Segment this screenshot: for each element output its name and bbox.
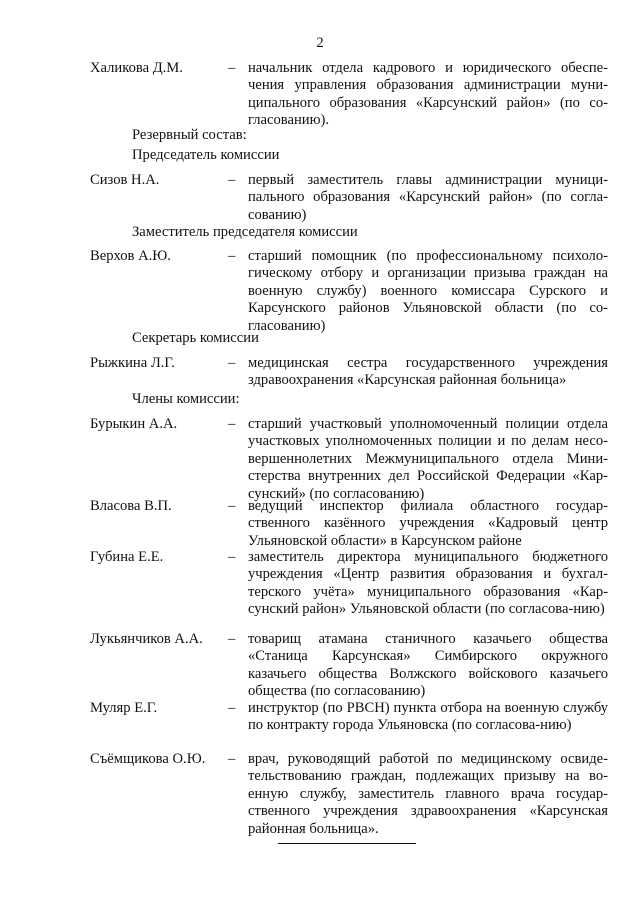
member-position: инструктор (по РВСН) пункта отбора на военную службу по контракту города Ульяновска (по согласова-нию) [248,700,608,734]
dash-separator: – [228,498,236,514]
closing-rule [278,843,416,844]
member-name: Муляр Е.Г. [90,700,158,716]
member-name: Рыжкина Л.Г. [90,355,175,371]
member-position: старший помощник (по профессиональному психоло-гическому отбору и организации призыва граждан на военную службу) военного комиссара Сурского и Карсунского районов Ульяновской области (по со-гласованию) [248,248,608,334]
member-position: ведущий инспектор филиала областного государ-ственного казённого учреждения «Кадровый центр Ульяновской области» в Карсунском районе [248,498,608,549]
member-name: Сизов Н.А. [90,172,160,188]
dash-separator: – [228,631,236,647]
member-name: Верхов А.Ю. [90,248,171,264]
dash-separator: – [228,549,236,565]
member-position: начальник отдела кадрового и юридического обеспе-чения управления образования администрации муни-ципального образования «Карсунский район» (по со-гласованию). [248,60,608,129]
page-number: 2 [316,35,324,51]
members-heading: Члены комиссии: [132,391,240,407]
member-position: медицинская сестра государственного учреждения здравоохранения «Карсунская районная больница» [248,355,608,389]
dash-separator: – [228,355,236,371]
member-position: заместитель директора муниципального бюджетного учреждения «Центр развития образования и бухгал-терского учёта» муниципального образования «Кар-сунский район» Ульяновской области (по согласова-нию) [248,549,608,618]
member-position: врач, руководящий работой по медицинскому освиде-тельствованию граждан, подлежащих призыву на во-енную службу, заместитель главного врача государ-ственного учреждения здравоохранения «Карсунская районная больница». [248,751,608,837]
member-name: Бурыкин А.А. [90,416,178,432]
member-position: первый заместитель главы администрации муници-пального образования «Карсунский район» (по согла-сованию) [248,172,608,223]
member-name: Халикова Д.М. [90,60,183,76]
reserve-heading: Резервный состав: [132,127,247,143]
member-name: Съёмщикова О.Ю. [90,751,206,767]
deputy-heading: Заместитель председателя комиссии [132,224,358,240]
dash-separator: – [228,751,236,767]
member-name: Лукьянчиков А.А. [90,631,203,647]
dash-separator: – [228,172,236,188]
member-name: Власова В.П. [90,498,172,514]
member-position: товарищ атамана станичного казачьего общества «Станица Карсунская» Симбирского окружного казачьего общества Волжского войскового казачьего общества (по согласованию) [248,631,608,700]
dash-separator: – [228,416,236,432]
dash-separator: – [228,700,236,716]
dash-separator: – [228,248,236,264]
member-position: старший участковый уполномоченный полиции отдела участковых уполномоченных полиции и по делам несо-вершеннолетних Межмуниципального отдела Мини-стерства внутренних дел Российской Федерации «Кар-сунский» (по согласованию) [248,416,608,502]
chairman-heading: Председатель комиссии [132,147,280,163]
secretary-heading: Секретарь комиссии [132,330,259,346]
member-name: Губина Е.Е. [90,549,164,565]
dash-separator: – [228,60,236,76]
